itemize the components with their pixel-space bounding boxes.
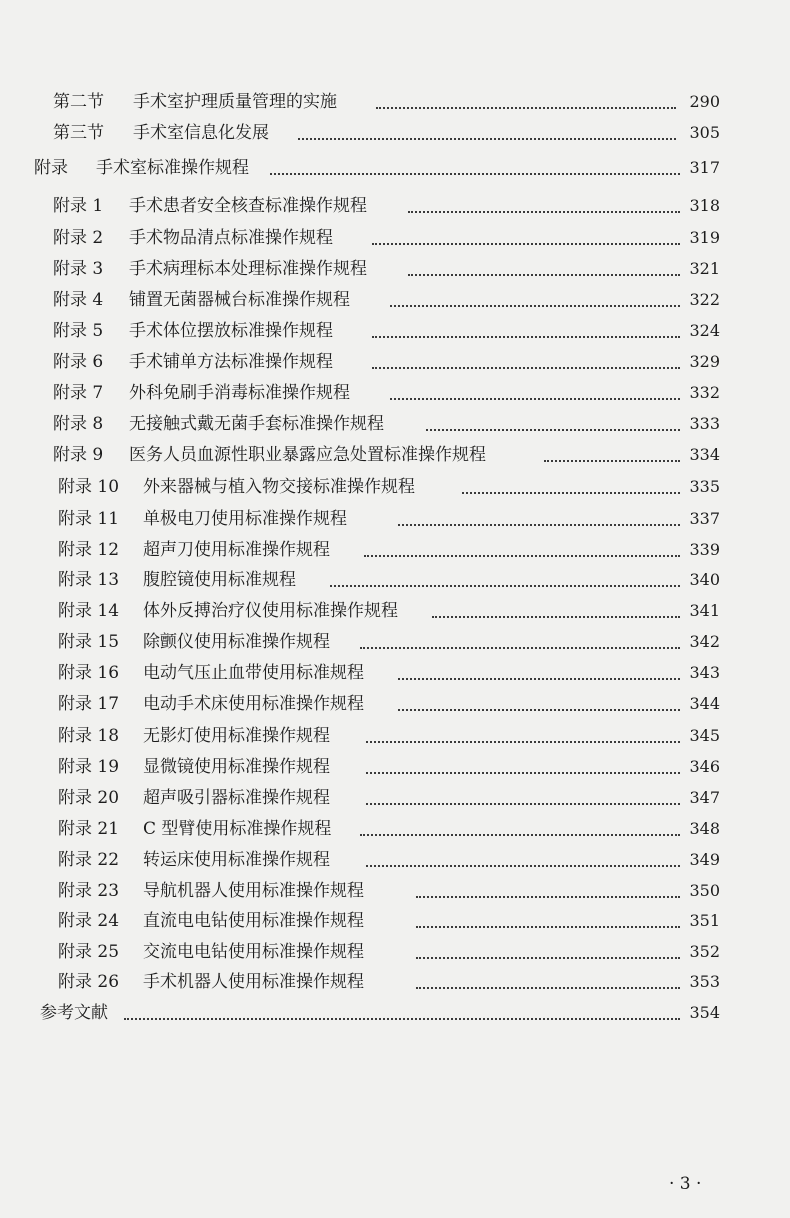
toc-entry-label: 附录 2 [53,228,104,248]
toc-entry-page: 334 [689,445,720,464]
toc-entry-label: 附录 26 [58,972,120,992]
dot-leader [544,460,680,462]
dot-leader [462,492,680,494]
toc-entry-label: 附录 5 [53,321,104,341]
dot-leader [408,274,680,276]
toc-entry-label: 附录 11 [58,509,120,529]
dot-leader [364,555,680,557]
toc-entry [0,254,790,284]
toc-entry-page: 344 [689,694,720,713]
toc-entry-label: 附录 15 [58,632,120,652]
toc-entry-label: 附录 19 [58,757,120,777]
toc-entry-label: 附录 [34,158,68,178]
toc-entry-title: 参考文献 [40,1003,108,1023]
dot-leader [366,772,680,774]
toc-entry-page: 353 [689,972,720,991]
toc-entry-label: 附录 3 [53,259,104,279]
toc-entry-label: 附录 14 [58,601,120,621]
toc-entry-page: 343 [689,663,720,682]
toc-entry [0,409,790,439]
toc-entry-label: 附录 23 [58,881,120,901]
toc-entry-label: 附录 22 [58,850,120,870]
toc-entry [0,87,790,117]
toc-entry-label: 第三节 [53,123,104,143]
toc-entry [0,565,790,595]
toc-entry-page: 339 [689,540,720,559]
toc-entry-page: 290 [689,92,720,111]
toc-entry-title: 医务人员血源性职业暴露应急处置标准操作规程 [129,445,486,465]
toc-entry-title: 手术机器人使用标准操作规程 [143,972,364,992]
toc-entry-label: 附录 10 [58,477,120,497]
toc-entry-title: C 型臂使用标准操作规程 [143,819,332,839]
toc-entry-title: 手术铺单方法标准操作规程 [129,352,333,372]
dot-leader [124,1018,680,1020]
toc-entry-title: 铺置无菌器械台标准操作规程 [129,290,350,310]
toc-entry-page: 305 [689,123,720,142]
toc-entry-page: 352 [689,942,720,961]
toc-entry [0,752,790,782]
toc-entry-title: 显微镜使用标准操作规程 [143,757,330,777]
toc-entry-label: 附录 1 [53,196,104,216]
toc-entry-title: 手术病理标本处理标准操作规程 [129,259,367,279]
toc-entry-title: 直流电电钻使用标准操作规程 [143,911,364,931]
toc-entry-page: 349 [689,850,720,869]
toc-entry [0,937,790,967]
dot-leader [416,926,680,928]
toc-entry-page: 321 [689,259,720,278]
dot-leader [376,107,676,109]
dot-leader [416,896,680,898]
toc-entry [0,876,790,906]
toc-entry-label: 附录 12 [58,540,120,560]
toc-entry-label: 附录 21 [58,819,120,839]
toc-entry-page: 340 [689,570,720,589]
toc-entry [0,316,790,346]
dot-leader [366,803,680,805]
toc-entry-title: 除颤仪使用标准操作规程 [143,632,330,652]
dot-leader [298,138,676,140]
toc-entry [0,658,790,688]
toc-entry [0,814,790,844]
toc-entry [0,285,790,315]
toc-entry-label: 附录 16 [58,663,120,683]
toc-entry-label: 第二节 [53,92,104,112]
toc-entry-page: 335 [689,477,720,496]
toc-entry-page: 347 [689,788,720,807]
toc-entry [0,967,790,997]
page-number: · 3 · [669,1174,702,1194]
toc-entry [0,596,790,626]
dot-leader [372,336,680,338]
toc-entry-label: 附录 8 [53,414,104,434]
toc-entry-title: 外来器械与植入物交接标准操作规程 [143,477,415,497]
toc-entry-references [0,998,790,1028]
toc-entry-page: 351 [689,911,720,930]
toc-entry [0,906,790,936]
toc-entry-title: 转运床使用标准操作规程 [143,850,330,870]
dot-leader [432,616,680,618]
dot-leader [372,367,680,369]
toc-entry [0,689,790,719]
toc-entry [0,378,790,408]
toc-entry-label: 附录 20 [58,788,120,808]
toc-entry-title: 手术室护理质量管理的实施 [133,92,337,112]
toc-entry-page: 332 [689,383,720,402]
dot-leader [398,524,680,526]
toc-entry-page: 350 [689,881,720,900]
toc-entry-title: 手术体位摆放标准操作规程 [129,321,333,341]
toc-entry-page: 346 [689,757,720,776]
toc-entry-title: 导航机器人使用标准操作规程 [143,881,364,901]
toc-entry [0,223,790,253]
toc-entry-page: 333 [689,414,720,433]
toc-entry [0,440,790,470]
toc-entry-label: 附录 7 [53,383,104,403]
toc-entry-title: 腹腔镜使用标准规程 [143,570,296,590]
toc-entry-page: 354 [689,1003,720,1022]
toc-entry-page: 319 [689,228,720,247]
toc-entry [0,783,790,813]
toc-entry-title: 交流电电钻使用标准操作规程 [143,942,364,962]
dot-leader [372,243,680,245]
toc-entry [0,627,790,657]
toc-entry-label: 附录 25 [58,942,120,962]
toc-entry-page: 322 [689,290,720,309]
toc-entry-page: 345 [689,726,720,745]
toc-entry-title: 外科免刷手消毒标准操作规程 [129,383,350,403]
toc-entry-title: 手术室信息化发展 [133,123,269,143]
dot-leader [366,741,680,743]
toc-entry-title: 手术室标准操作规程 [96,158,249,178]
toc-entry-label: 附录 13 [58,570,120,590]
dot-leader [408,211,680,213]
toc-entry-page: 318 [689,196,720,215]
toc-entry-title: 超声吸引器标准操作规程 [143,788,330,808]
toc-entry-page: 341 [689,601,720,620]
toc-entry [0,347,790,377]
toc-entry-title: 单极电刀使用标准操作规程 [143,509,347,529]
toc-entry-title: 电动气压止血带使用标准规程 [143,663,364,683]
toc-entry [0,191,790,221]
toc-entry-page: 329 [689,352,720,371]
toc-entry-label: 附录 6 [53,352,104,372]
dot-leader [390,305,680,307]
dot-leader [426,429,680,431]
dot-leader [398,678,680,680]
toc-entry-page: 348 [689,819,720,838]
dot-leader [270,173,680,175]
toc-entry-appendix [0,153,790,183]
toc-entry-title: 电动手术床使用标准操作规程 [143,694,364,714]
toc-entry-title: 手术患者安全核查标准操作规程 [129,196,367,216]
dot-leader [330,585,680,587]
dot-leader [416,987,680,989]
toc-entry-label: 附录 18 [58,726,120,746]
toc-entry-title: 体外反搏治疗仪使用标准操作规程 [143,601,398,621]
toc-entry [0,535,790,565]
toc-entry-page: 337 [689,509,720,528]
dot-leader [366,865,680,867]
toc-entry-title: 无接触式戴无菌手套标准操作规程 [129,414,384,434]
toc-entry-title: 无影灯使用标准操作规程 [143,726,330,746]
toc-entry-page: 324 [689,321,720,340]
dot-leader [360,834,680,836]
toc-entry-label: 附录 24 [58,911,120,931]
toc-entry [0,845,790,875]
toc-entry-label: 附录 17 [58,694,120,714]
toc-entry-page: 342 [689,632,720,651]
toc-entry-page: 317 [689,158,720,177]
toc-entry-label: 附录 4 [53,290,104,310]
dot-leader [416,957,680,959]
toc-entry [0,472,790,502]
toc-entry-title: 超声刀使用标准操作规程 [143,540,330,560]
toc-entry-title: 手术物品清点标准操作规程 [129,228,333,248]
dot-leader [390,398,680,400]
toc-entry [0,721,790,751]
toc-entry [0,504,790,534]
toc-entry [0,118,790,148]
dot-leader [360,647,680,649]
dot-leader [398,709,680,711]
toc-entry-label: 附录 9 [53,445,104,465]
